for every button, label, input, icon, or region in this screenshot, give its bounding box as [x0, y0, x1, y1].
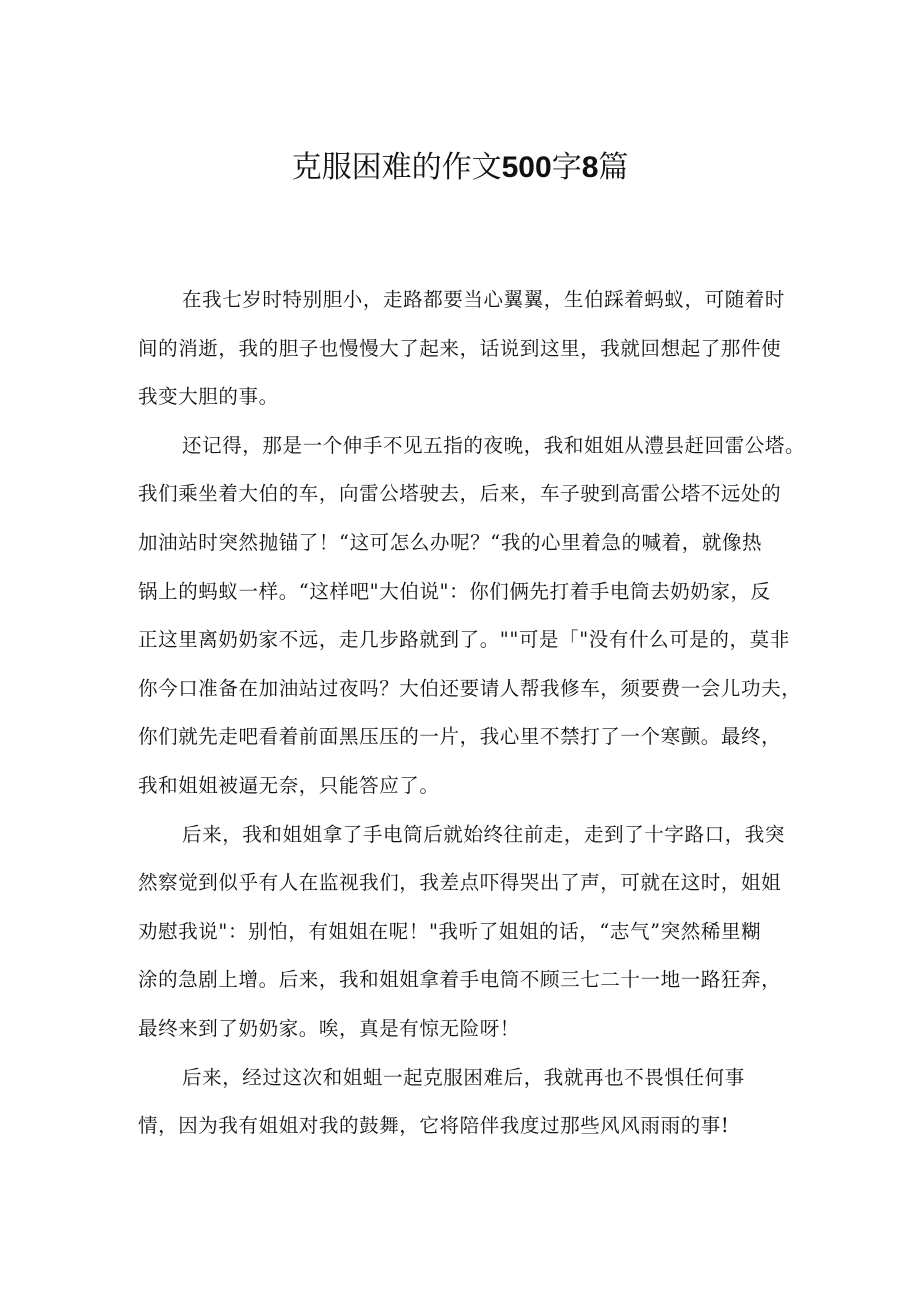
paragraph-line: 情，因为我有姐姐对我的鼓舞，它将陪伴我度过那些风风雨雨的事! — [138, 1114, 730, 1138]
paragraph-line: 后来，我和姐姐拿了手电筒后就始终往前走，走到了十字路口，我突 — [182, 822, 786, 846]
title-suffix: 篇 — [598, 150, 629, 185]
paragraph-line: 然察觉到似乎有人在监视我们，我差点吓得哭出了声，可就在这时，姐姐 — [138, 871, 782, 895]
paragraph-line: 最终来到了奶奶家。唉，真是有惊无险呀！ — [138, 1016, 520, 1040]
paragraph-line: 涂的急剧上增。后来，我和姐姐拿着手电筒不顾三七二十一地一路狂奔， — [138, 968, 782, 992]
paragraph-line: 正这里离奶奶家不远，走几步路就到了。""可是「"没有什么可是的，莫非 — [138, 628, 790, 652]
paragraph-line: 加油站时突然抛锚了！“这可怎么办呢？“我的心里着急的喊着，就像热 — [138, 530, 763, 554]
paragraph-line: 你今口准备在加油站过夜吗？大伯还要请人帮我修车，须要费一会儿功夫， — [138, 676, 802, 700]
paragraph-2 — [138, 422, 806, 811]
paragraph-line: 后来，经过这次和姐蛆一起克服困难后，我就再也不畏惧任何事 — [182, 1065, 745, 1089]
paragraph-line: 我们乘坐着大伯的车，向雷公塔驶去，后来，车子驶到高雷公塔不远处的 — [138, 482, 782, 506]
paragraph-line: 劝慰我说"：别怕，有姐姐在呢！"我听了姐姐的话，“志气”突然稀里糊 — [138, 919, 762, 943]
title-prefix: 克服困难的作文 — [291, 150, 502, 185]
title-mid: 字 — [551, 150, 582, 185]
article-body — [138, 276, 806, 1151]
title-count: 8 — [581, 151, 599, 184]
paragraph-line: 我变大胆的事。 — [138, 385, 279, 409]
paragraph-line: 还记得，那是一个伸手不见五指的夜晚，我和姐姐从澧县赶回雷公塔。 — [182, 433, 806, 457]
paragraph-line: 在我七岁时特别胆小，走路都要当心翼翼，生伯踩着蚂蚁，可随着时 — [182, 288, 786, 311]
title-number: 500 — [501, 151, 552, 184]
paragraph-3 — [138, 811, 798, 1054]
paragraph-line: 间的消逝，我的胆子也慢慢大了起来，话说到这里，我就回想起了那件使 — [138, 336, 782, 360]
paragraph-line: 我和姐姐被逼无奈，只能答应了。 — [138, 773, 440, 797]
paragraph-4 — [138, 1054, 798, 1151]
paragraph-1 — [138, 276, 798, 422]
document-title — [0, 146, 920, 190]
paragraph-line: 你们就先走吧看着前面黑压压的一片，我心里不禁打了一个寒颤。最终， — [138, 725, 782, 749]
paragraph-line: 锅上的蚂蚁一样。“这样吧"大伯说"：你们俩先打着手电筒去奶奶家，反 — [138, 579, 771, 603]
